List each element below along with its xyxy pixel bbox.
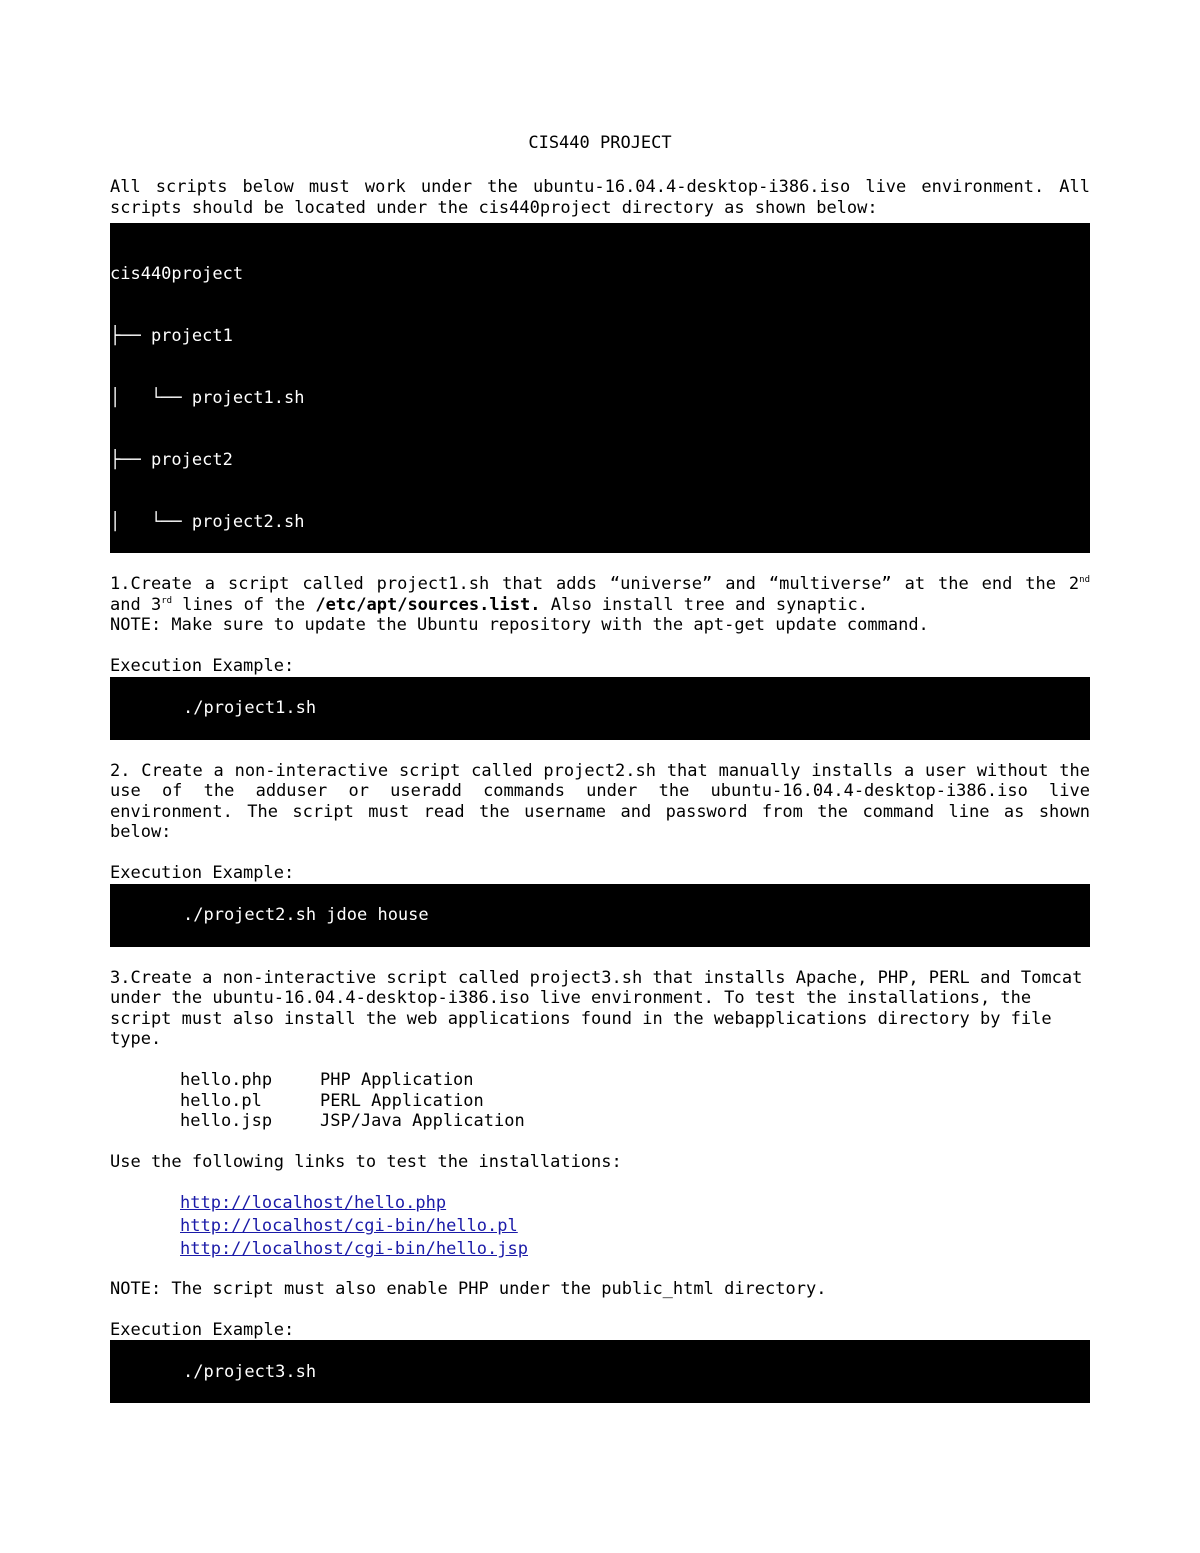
app-desc: PHP Application [320, 1069, 474, 1090]
link-hello-php[interactable]: http://localhost/hello.php [180, 1193, 447, 1214]
app-file: hello.jsp [180, 1111, 273, 1132]
spacer [110, 740, 1090, 761]
command-text: ./project1.sh [183, 697, 317, 718]
spacer [110, 843, 1090, 863]
tree-line: cis440project [110, 264, 244, 285]
execution-label: Execution Example: [110, 1319, 295, 1340]
tree-line: ├── project1 [110, 326, 233, 347]
spacer [110, 1050, 1090, 1070]
task3-paragraph: 3.Create a non-interactive script called project3.sh that installs Apache, PHP, PERL and Tomcat under the ubuntu-16.04.4-desktop-i386.iso live environment. To test the installations, the script must also install the web applications found in the webapplications directory by file type. [110, 967, 1083, 1050]
task1-paragraph [110, 574, 1090, 615]
tree-line: │ └── project1.sh [110, 387, 305, 408]
table-row [180, 1070, 1090, 1091]
command-box-2 [110, 884, 1090, 947]
execution-label: Execution Example: [110, 655, 295, 676]
tree-line: ├── project2 [110, 449, 233, 470]
command-text: ./project3.sh [183, 1361, 317, 1382]
command-text: ./project2.sh jdoe house [183, 904, 429, 925]
links-label: Use the following links to test the installations: [110, 1151, 622, 1172]
app-file: hello.php [180, 1069, 273, 1090]
tree-line: │ └── project2.sh [110, 511, 305, 532]
app-desc: PERL Application [320, 1090, 484, 1111]
superscript: rd [161, 595, 173, 606]
sources-list-path: /etc/apt/sources.list. [315, 594, 541, 615]
spacer [110, 1300, 1090, 1320]
app-table [180, 1070, 1090, 1132]
spacer [110, 947, 1090, 968]
spacer [110, 1172, 1090, 1192]
spacer [110, 1132, 1090, 1152]
page-title: CIS440 PROJECT [528, 133, 672, 153]
task1-text: Also install tree and synaptic. [540, 594, 869, 615]
command-box-1 [110, 677, 1090, 740]
link-hello-pl[interactable]: http://localhost/cgi-bin/hello.pl [180, 1216, 518, 1237]
link-list [180, 1192, 1090, 1261]
execution-label: Execution Example: [110, 862, 295, 883]
directory-tree [110, 223, 1090, 553]
spacer [110, 553, 1090, 574]
task1-text: and 3 [110, 594, 162, 615]
command-box-3 [110, 1340, 1090, 1403]
task1-text: 1.Create a script called project1.sh that adds “universe” and “multiverse” at the end the 2 [110, 574, 1080, 595]
link-hello-jsp[interactable]: http://localhost/cgi-bin/hello.jsp [180, 1239, 528, 1260]
app-file: hello.pl [180, 1090, 262, 1111]
task1-text: lines of the [172, 594, 316, 615]
spacer [110, 636, 1090, 656]
spacer [110, 159, 1090, 177]
table-row [180, 1091, 1090, 1112]
document-page [110, 133, 1090, 1403]
app-desc: JSP/Java Application [320, 1111, 525, 1132]
intro-paragraph: All scripts below must work under the ubuntu-16.04.4-desktop-i386.iso live environment. All scripts should be located under the cis440project directory as shown below: [110, 177, 1090, 218]
table-row [180, 1111, 1090, 1132]
task3-note: NOTE: The script must also enable PHP under the public_html directory. [110, 1279, 827, 1300]
spacer [110, 1261, 1090, 1279]
superscript: nd [1079, 575, 1090, 586]
task1-note: NOTE: Make sure to update the Ubuntu repository with the apt-get update command. [110, 615, 929, 636]
task2-paragraph: 2. Create a non-interactive script called project2.sh that manually installs a user without the use of the adduser or useradd commands under the ubuntu-16.04.4-desktop-i386.iso live environment. The script must read the username and password from the command line as shown below: [110, 760, 1090, 843]
